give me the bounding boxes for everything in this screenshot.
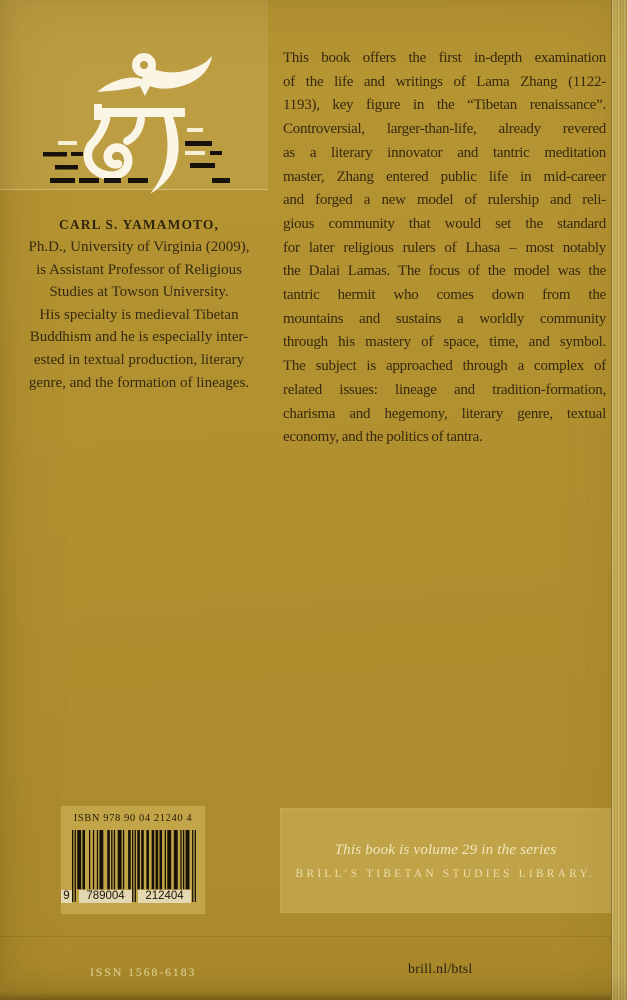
description-line: of the life and writings of Lama Zhang (1122- [283, 73, 606, 90]
description-line: charisma and hegemony, literary genre, textual [283, 405, 606, 422]
bio-line: Buddhism and he is especially inter- [29, 329, 249, 346]
page-edge [611, 0, 627, 1000]
bio-line: Studies at Towson University. [49, 284, 229, 301]
series-title: BRILL’S TIBETAN STUDIES LIBRARY. [295, 867, 596, 880]
barcode-digit-group2: 212404 [138, 890, 191, 903]
bio-line: genre, and the formation of lineages. [28, 374, 250, 391]
description-line: master, Zhang entered public life in mid-career [283, 168, 606, 185]
barcode-digit-group1: 789004 [79, 890, 132, 903]
author-bio-text [14, 236, 264, 394]
bio-line: ested in textual production, literary [33, 351, 245, 368]
issn-label: ISSN 1568-6183 [90, 965, 197, 979]
isbn-label: ISBN 978 90 04 21240 4 [73, 813, 193, 824]
series-panel [280, 808, 611, 913]
author-bio [14, 214, 264, 394]
description-line: related issues: lineage and tradition-formation, [283, 381, 606, 398]
description-line: 1193), key figure in the “Tibetan renaissance”. [283, 97, 606, 114]
description-line: through his mastery of space, time, and symbol. [283, 334, 606, 351]
bio-line: is Assistant Professor of Religious [36, 261, 242, 278]
description-line: mountains and sustains a worldly community [283, 310, 606, 327]
author-name: CARL S. YAMAMOTO, [59, 217, 219, 232]
dash-marks [43, 141, 230, 183]
description-line: for later religious rulers of Lhasa – most notably [283, 239, 606, 256]
description-line: economy, and the politics of tantra. [283, 429, 483, 446]
description-line: The subject is approached through a complex of [283, 358, 606, 375]
description-line: the Dalai Lamas. The focus of the model was the [283, 263, 606, 280]
footer-strip [0, 936, 627, 1000]
description-line: Controversial, larger-than-life, already revered [283, 121, 606, 138]
barcode-digit-lead: 9 [61, 890, 72, 903]
bio-line: His specialty is medieval Tibetan [39, 306, 239, 323]
barcode-panel [61, 806, 205, 914]
description-line: gious community that would set the standard [283, 215, 606, 232]
description-line: and forged a new model of rulership and reli- [283, 192, 606, 209]
publisher-url: brill.nl/btsl [408, 962, 473, 977]
series-logo [40, 28, 240, 196]
series-volume-note: This book is volume 29 in the series [334, 841, 557, 858]
bio-line: Ph.D., University of Virginia (2009), [28, 239, 250, 255]
description-line: as a literary innovator and tantric meditation [283, 144, 606, 161]
description-line: tantric hermit who comes down from the [283, 287, 606, 304]
book-description [283, 47, 606, 450]
description-line: This book offers the first in-depth examination [283, 50, 606, 66]
tibetan-om-icon [40, 28, 240, 196]
